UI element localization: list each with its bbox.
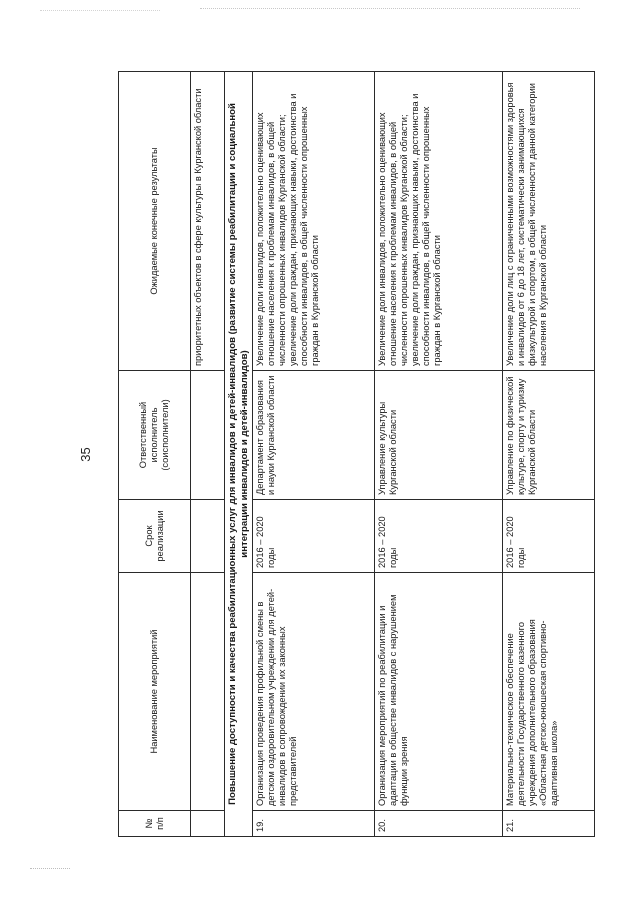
row-number: 21. [503,811,595,837]
header-measure-name: Наименование мероприятий [119,573,191,811]
header-term: Срок реализации [119,500,191,573]
table-header-row [119,72,191,837]
row-term: 2016 – 2020 годы [253,500,375,573]
row-results: Увеличение доли лиц с ограниченными возможностями здоровья и инвалидов от 6 до 18 лет, систематически занимающихся физкультурой и спортом, в общей численности данной категории населения в Курганской области [503,72,595,371]
row-measure-name: Организация проведения профильной смены в детском оздоровительном учреждении для детей-инвалидов в сопровождении их законных представителей [253,573,375,811]
row-number: 19. [253,811,375,837]
header-executor: Ответственный исполнитель (соисполнители) [119,371,191,500]
carry-over-name [191,573,225,811]
carry-over-executor [191,371,225,500]
scan-artifact-line [30,868,70,870]
scan-artifact-line [40,10,160,12]
row-executor: Департамент образования и науки Курганской области [253,371,375,500]
section-title: Повышение доступности и качества реабилитационных услуг для инвалидов и детей-инвалидов (развитие системы реабилитации и социальной интеграции инвалидов и детей-инвалидов) [225,72,253,837]
row-number: 20. [375,811,503,837]
rotated-document-page [78,72,610,837]
row-term: 2016 – 2020 годы [503,500,595,573]
page-number: 35 [78,447,93,462]
row-results: Увеличение доли инвалидов, положительно оценивающих отношение населения к проблемам инвалидов, в общей численности опрошенных инвалидов Курганской области; увеличение доли граждан, признающих навыки, достоинства и способности инвалидов, в общей численности опрошенных граждан в Курганской области [253,72,375,371]
header-results: Ожидаемые конечные результаты [119,72,191,371]
table-row [375,72,503,837]
row-executor: Управление по физической культуре, спорту и туризму Курганской области [503,371,595,500]
carry-over-number [191,811,225,837]
table-row [253,72,375,837]
row-measure-name: Материально-техническое обеспечение деятельности Государственного казенного учреждения дополнительного образования «Областная детско-юношеская спортивно-адаптивная школа» [503,573,595,811]
scan-artifact-line [200,8,580,10]
carry-over-results: приоритетных объектов в сфере культуры в Курганской области [191,72,225,371]
carry-over-row [191,72,225,837]
row-term: 2016 – 2020 годы [375,500,503,573]
row-results: Увеличение доли инвалидов, положительно оценивающих отношение населения к проблемам инвалидов, в общей численности опрошенных инвалидов Курганской области; увеличение доли граждан, признающих навыки, достоинства и способности инвалидов, в общей численности опрошенных граждан в Курганской области [375,72,503,371]
table-row [503,72,595,837]
measures-table [118,71,595,837]
carry-over-term [191,500,225,573]
row-measure-name: Организация мероприятий по реабилитации и адаптации в обществе инвалидов с нарушением функции зрения [375,573,503,811]
section-heading-row [225,72,253,837]
header-number: № п/п [119,811,191,837]
row-executor: Управление культуры Курганской области [375,371,503,500]
